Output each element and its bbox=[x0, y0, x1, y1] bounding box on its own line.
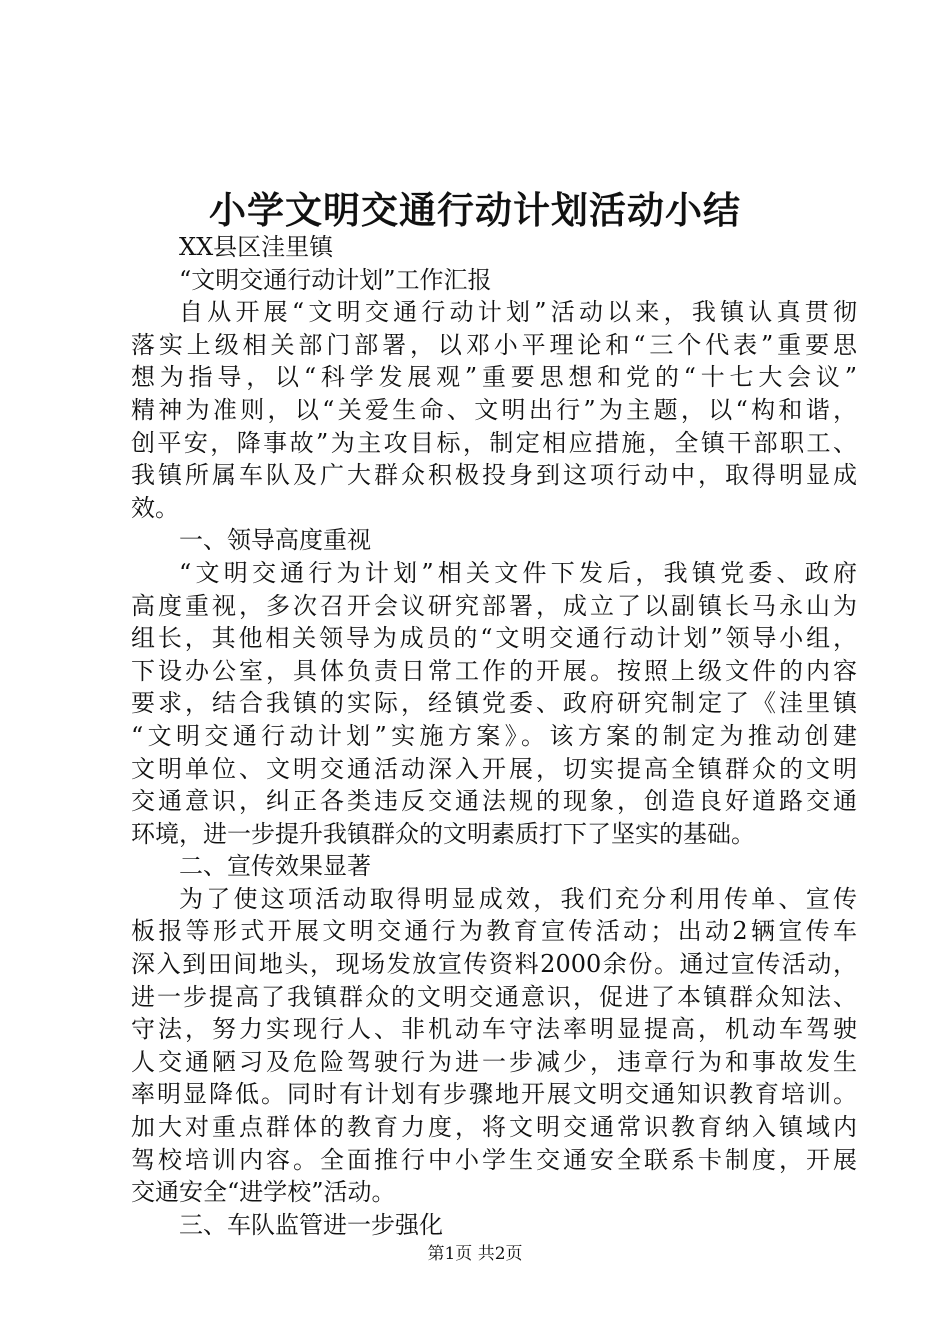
text-line: 人交通陋习及危险驾驶行为进一步减少，违章行为和事故发生 bbox=[131, 1047, 857, 1076]
text-line: 率明显降低。同时有计划有步骤地开展文明交通知识教育培训。 bbox=[131, 1080, 857, 1109]
text-line: 效。 bbox=[131, 493, 179, 522]
text-line: “文明交通行动计划”实施方案》。该方案的制定为推动创建 bbox=[131, 721, 857, 750]
text-line: 落实上级相关部门部署，以邓小平理论和“三个代表”重要思 bbox=[131, 330, 857, 359]
text-line: 下设办公室，具体负责日常工作的开展。按照上级文件的内容 bbox=[131, 656, 857, 685]
page-footer: 第1页 共2页 bbox=[427, 1244, 523, 1264]
text-line: 深入到田间地头，现场发放宣传资料2000余份。通过宣传活动， bbox=[131, 950, 857, 979]
text-line: 环境，进一步提升我镇群众的文明素质打下了坚实的基础。 bbox=[131, 819, 755, 848]
text-line: 高度重视，多次召开会议研究部署，成立了以副镇长马永山为 bbox=[131, 591, 857, 620]
text-line: 守法，努力实现行人、非机动车守法率明显提高，机动车驾驶 bbox=[131, 1015, 857, 1044]
text-line: “文明交通行动计划”工作汇报 bbox=[179, 265, 492, 294]
text-line: 要求，结合我镇的实际，经镇党委、政府研究制定了《洼里镇 bbox=[131, 689, 857, 718]
text-line: 我镇所属车队及广大群众积极投身到这项行动中，取得明显成 bbox=[131, 461, 857, 490]
text-line: 加大对重点群体的教育力度，将文明交通常识教育纳入镇域内 bbox=[131, 1113, 857, 1142]
text-line: 二、宣传效果显著 bbox=[179, 852, 371, 881]
text-line: 组长，其他相关领导为成员的“文明交通行动计划”领导小组， bbox=[131, 624, 857, 653]
text-line: 自从开展“文明交通行动计划”活动以来，我镇认真贯彻 bbox=[179, 298, 857, 327]
text-line: 三、车队监管进一步强化 bbox=[179, 1210, 443, 1239]
text-line: 一、领导高度重视 bbox=[179, 526, 371, 555]
text-line: 板报等形式开展文明交通行为教育宣传活动；出动2辆宣传车 bbox=[131, 917, 857, 946]
text-line: 精神为准则，以“关爱生命、文明出行”为主题，以“构和谐， bbox=[131, 395, 857, 424]
document-body bbox=[131, 231, 857, 1241]
text-line: 交通意识，纠正各类违反交通法规的现象，创造良好道路交通 bbox=[131, 787, 857, 816]
document-title: 小学文明交通行动计划活动小结 bbox=[209, 188, 741, 232]
text-line: “文明交通行为计划”相关文件下发后，我镇党委、政府 bbox=[179, 558, 857, 587]
text-line: 进一步提高了我镇群众的文明交通意识，促进了本镇群众知法、 bbox=[131, 982, 857, 1011]
text-line: XX县区洼里镇 bbox=[179, 233, 334, 261]
text-line: 文明单位、文明交通活动深入开展，切实提高全镇群众的文明 bbox=[131, 754, 857, 783]
text-line: 交通安全“进学校”活动。 bbox=[131, 1178, 396, 1207]
text-line: 想为指导，以“科学发展观”重要思想和党的“十七大会议” bbox=[131, 363, 857, 392]
text-line: 驾校培训内容。全面推行中小学生交通安全联系卡制度，开展 bbox=[131, 1145, 857, 1174]
text-line: 为了使这项活动取得明显成效，我们充分利用传单、宣传 bbox=[179, 884, 857, 913]
text-line: 创平安，降事故”为主攻目标，制定相应措施，全镇干部职工、 bbox=[131, 428, 857, 457]
